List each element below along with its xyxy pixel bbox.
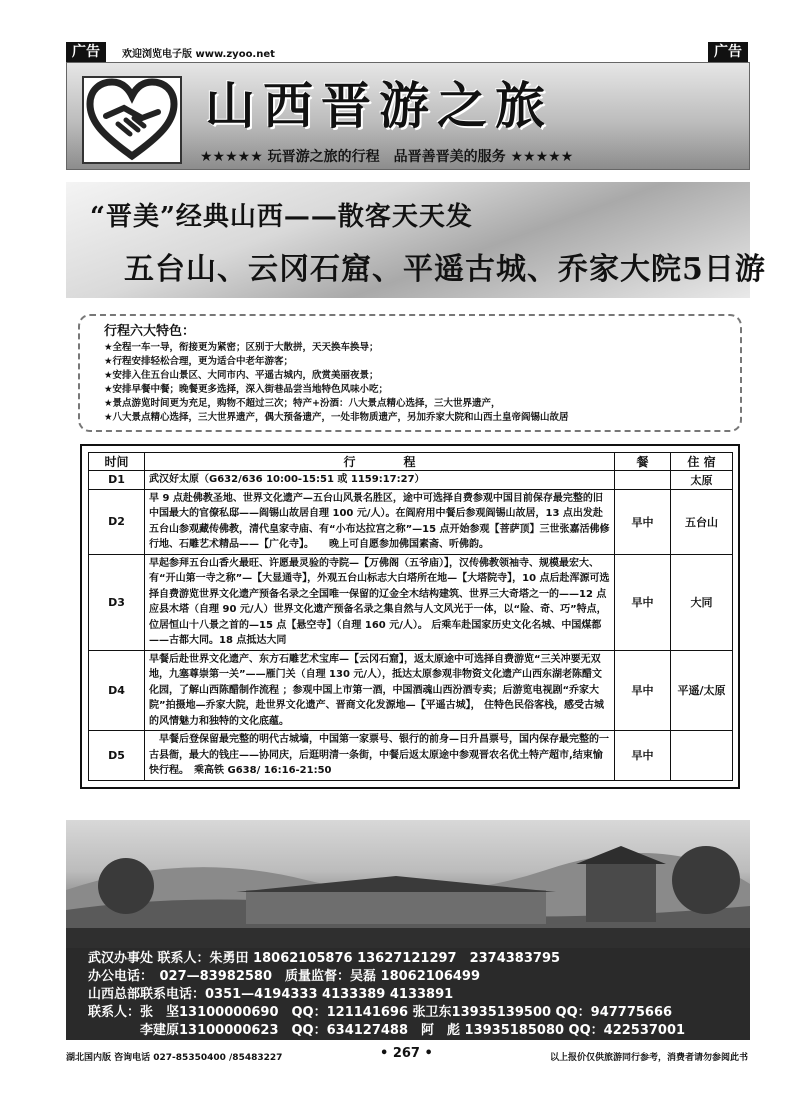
contact-line: 办公电话： 027—83982580 质量监督：吴磊 18062106499: [88, 969, 481, 984]
contact-line: 李建原13100000623 QQ：634127488 阿 彪 13935185080 QQ：422537001: [88, 1023, 686, 1038]
feature-item: ★安排入住五台山景区、大同市内、平遥古城内，欣赏美丽夜景；: [104, 370, 379, 381]
desc-cell: 早餐后登保留最完整的明代古城墙，中国第一家票号、银行的前身—日升昌票号，国内保存最完整的一古县衙，最大的钱庄——协同庆，后逛明清一条街，中餐后返太原途中参观晋农名优土特产超市,结束愉快行程。 乘高铁 G638/ 16:16-21:50: [145, 731, 615, 781]
stay-cell: 太原: [671, 471, 733, 490]
desc-cell: 早起参拜五台山香火最旺、许愿最灵验的寺院—【万佛阁（五爷庙）】，汉传佛教领袖寺、规模最宏大、有“开山第一寺之称”—【大显通寺】，外观五台山标志大白塔所在地—【大塔院寺】，10 点后赴浑源可选择自费游览世界文化遗产预备名录之全国唯一保留的辽金全木结构建筑、世界三大奇塔之一的——12 点应县木塔（自理 90 元/人）世界文化遗产预备名录之集自然与人文风光于一体，以“险、奇、巧”特点，位居恒山十八景之首的—15 点【悬空寺】（自理 160 元/人）。 后乘车赴国家历史文化名城、中国煤都——古都大同。18 点抵达大同: [145, 554, 615, 650]
subheadline: 五台山、云冈石窟、平遥古城、乔家大院5日游: [124, 252, 766, 287]
table-row: [89, 650, 733, 731]
day-cell: D3: [89, 554, 145, 650]
contact-line: 联系人：张 坚13100000690 QQ：121141696 张卫东13935139500 QQ：947775666: [88, 1005, 673, 1020]
features-title: 行程六大特色：: [104, 324, 196, 339]
stay-cell: 平遥/太原: [671, 650, 733, 731]
day-cell: D4: [89, 650, 145, 731]
contact-line: 山西总部联系电话：0351—4194333 4133389 4133891: [88, 987, 454, 1002]
contact-line: 武汉办事处 联系人：朱勇田 18062105876 13627121297 2374383795: [88, 951, 561, 966]
stay-cell: 五台山: [671, 489, 733, 554]
ad-label-right: 广告: [708, 42, 748, 62]
footer-disclaimer: 以上报价仅供旅游同行参考，消费者请勿参阅此书: [549, 1053, 748, 1063]
feature-item: ★八大景点精心选择，三大世界遗产，偶大预备遗产，一处非物质遗产，另加乔家大院和山西土皇帝阎锡山故居: [104, 412, 569, 423]
day-cell: D1: [89, 471, 145, 490]
table-row: [89, 731, 733, 781]
stay-cell: 大同: [671, 554, 733, 650]
feature-item: ★景点游览时间更为充足，购物不超过三次；特产+汾酒：八大景点精心选择，三大世界遗产，: [104, 398, 501, 409]
features-box: [78, 314, 742, 432]
col-header-meal: 餐: [615, 453, 671, 471]
meal-cell: [615, 471, 671, 490]
page-number: • 267 •: [380, 1046, 433, 1061]
ad-label-left: 广告: [66, 42, 106, 62]
table-row: [89, 489, 733, 554]
feature-item: ★行程安排轻松合理，更为适合中老年游客；: [104, 356, 294, 367]
desc-cell: 武汉好太原（G632/636 10:00-15:51 或 1159:17:27）: [145, 471, 615, 490]
scenery-photo: [66, 820, 750, 948]
itinerary-table: [88, 452, 733, 781]
page-title: 山西晋游之旅: [205, 76, 553, 135]
meal-cell: 早中: [615, 650, 671, 731]
feature-item: ★安排早餐中餐；晚餐更多选择，深入街巷品尝当地特色风味小吃；: [104, 384, 389, 395]
day-cell: D5: [89, 731, 145, 781]
itinerary-table-frame: [80, 444, 740, 789]
table-header-row: [89, 453, 733, 471]
desc-cell: 早餐后赴世界文化遗产、东方石雕艺术宝库—【云冈石窟】，返太原途中可选择自费游览“三关冲要无双地，九塞尊崇第一关”——雁门关（自理 130 元/人），抵达太原参观非物资文化遗产山西东湖老陈醋文化园，了解山西陈醋制作流程 ；参观中国上市第一酒，中国酒魂山西汾酒专卖；后游览电视剧“乔家大院”拍摄地—乔家大院，赴世界文化遗产、晋商文化发源地—【平遥古城】， 住特色民俗客栈，感受古城的风情魅力和独特的文化底蕴。: [145, 650, 615, 731]
meal-cell: 早中: [615, 554, 671, 650]
day-cell: D2: [89, 489, 145, 554]
desc-cell: 早 9 点赴佛教圣地、世界文化遗产—五台山风景名胜区，途中可选择自费参观中国目前保存最完整的旧中国最大的官僚私邸——阎锡山故居自理 100 元/人）。在阎府用中餐后参观阎锡山故居，13 点出发赴五台山参观藏传佛教，清代皇家寺庙、有“小布达拉宫之称”—15 点开始参观【菩萨顶】三世张嘉活佛修行地、石雕艺术精品——【广化寺】。 晚上可自愿参加佛国素斋、听佛韵。: [145, 489, 615, 554]
meal-cell: 早中: [615, 731, 671, 781]
stay-cell: [671, 731, 733, 781]
col-header-stay: 住 宿: [671, 453, 733, 471]
footer-left-text: 湖北国内版 咨询电话 027-85350400 /85483227: [66, 1053, 283, 1063]
welcome-text: 欢迎浏览电子版 www.zyoo.net: [122, 49, 275, 60]
headline: “晋美”经典山西——散客天天发: [90, 202, 473, 232]
handshake-heart-logo: [82, 76, 182, 164]
contact-panel: [66, 948, 750, 1040]
slogan: ★★★★★ 玩晋游之旅的行程 品晋善晋美的服务 ★★★★★: [200, 149, 574, 165]
table-row: [89, 471, 733, 490]
feature-item: ★全程一车一导，衔接更为紧密；区别于大散拼，天天换车换导；: [104, 342, 379, 353]
col-header-time: 时间: [89, 453, 145, 471]
col-header-itinerary: 行 程: [145, 453, 615, 471]
meal-cell: 早中: [615, 489, 671, 554]
table-row: [89, 554, 733, 650]
